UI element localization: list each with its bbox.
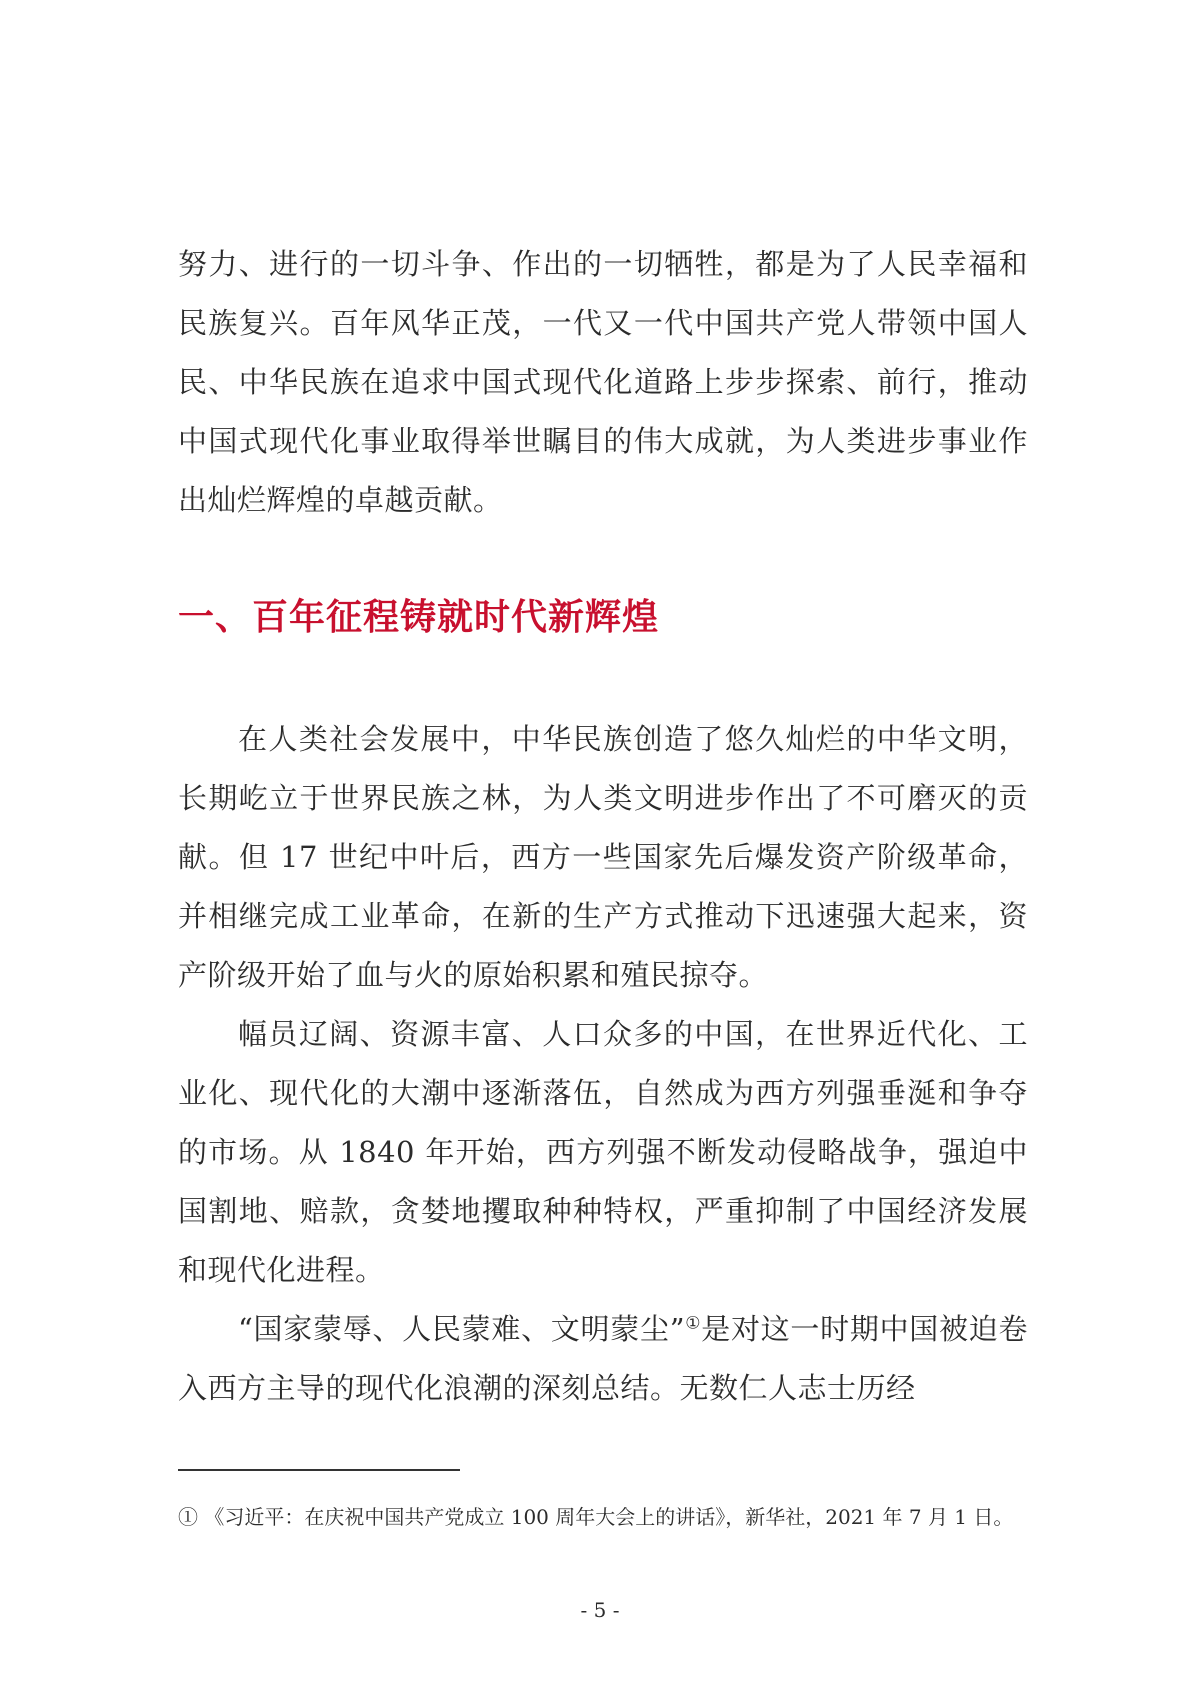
intro-text-block — [178, 235, 1028, 530]
section-heading: 一、百年征程铸就时代新辉煌 — [178, 596, 660, 638]
footnote — [178, 1502, 1038, 1532]
quote-text: “国家蒙辱、人民蒙难、文明蒙尘” — [238, 1312, 686, 1346]
paragraph-civilization: 在人类社会发展中，中华民族创造了悠久灿烂的中华文明，长期屹立于世界民族之林，为人类文明进步作出了不可磨灭的贡献。但 17 世纪中叶后，西方一些国家先后爆发资产阶级革命，并相继完成工业革命，在新的生产方式推动下迅速强大起来，资产阶级开始了血与火的原始积累和殖民掠夺。 — [178, 722, 1028, 992]
intro-paragraph: 努力、进行的一切斗争、作出的一切牺牲，都是为了人民幸福和民族复兴。百年风华正茂，一代又一代中国共产党人带领中国人民、中华民族在追求中国式现代化道路上步步探索、前行，推动中国式现代化事业取得举世瞩目的伟大成就，为人类进步事业作出灿烂辉煌的卓越贡献。 — [178, 247, 1028, 517]
paragraph-decline: 幅员辽阔、资源丰富、人口众多的中国，在世界近代化、工业化、现代化的大潮中逐渐落伍，自然成为西方列强垂涎和争夺的市场。从 1840 年开始，西方列强不断发动侵略战争，强迫中国割地、赔款，贪婪地攫取种种特权，严重抑制了中国经济发展和现代化进程。 — [178, 1017, 1028, 1287]
footnote-text: 《习近平：在庆祝中国共产党成立 100 周年大会上的讲话》，新华社，2021 年 7 月 1 日。 — [204, 1505, 1014, 1529]
footnote-divider — [178, 1469, 460, 1471]
page-number: - 5 - — [580, 1598, 620, 1622]
footnote-reference-link[interactable]: ① — [685, 1313, 702, 1334]
quote-continuation: 是对这一时期中国被迫卷入西方主导的现代化浪潮的深刻总结。无数仁人志士历经 — [178, 1312, 1028, 1405]
paragraph-quote — [178, 1300, 1028, 1418]
main-text-block — [178, 710, 1028, 1418]
footnote-marker: ① — [178, 1505, 198, 1529]
